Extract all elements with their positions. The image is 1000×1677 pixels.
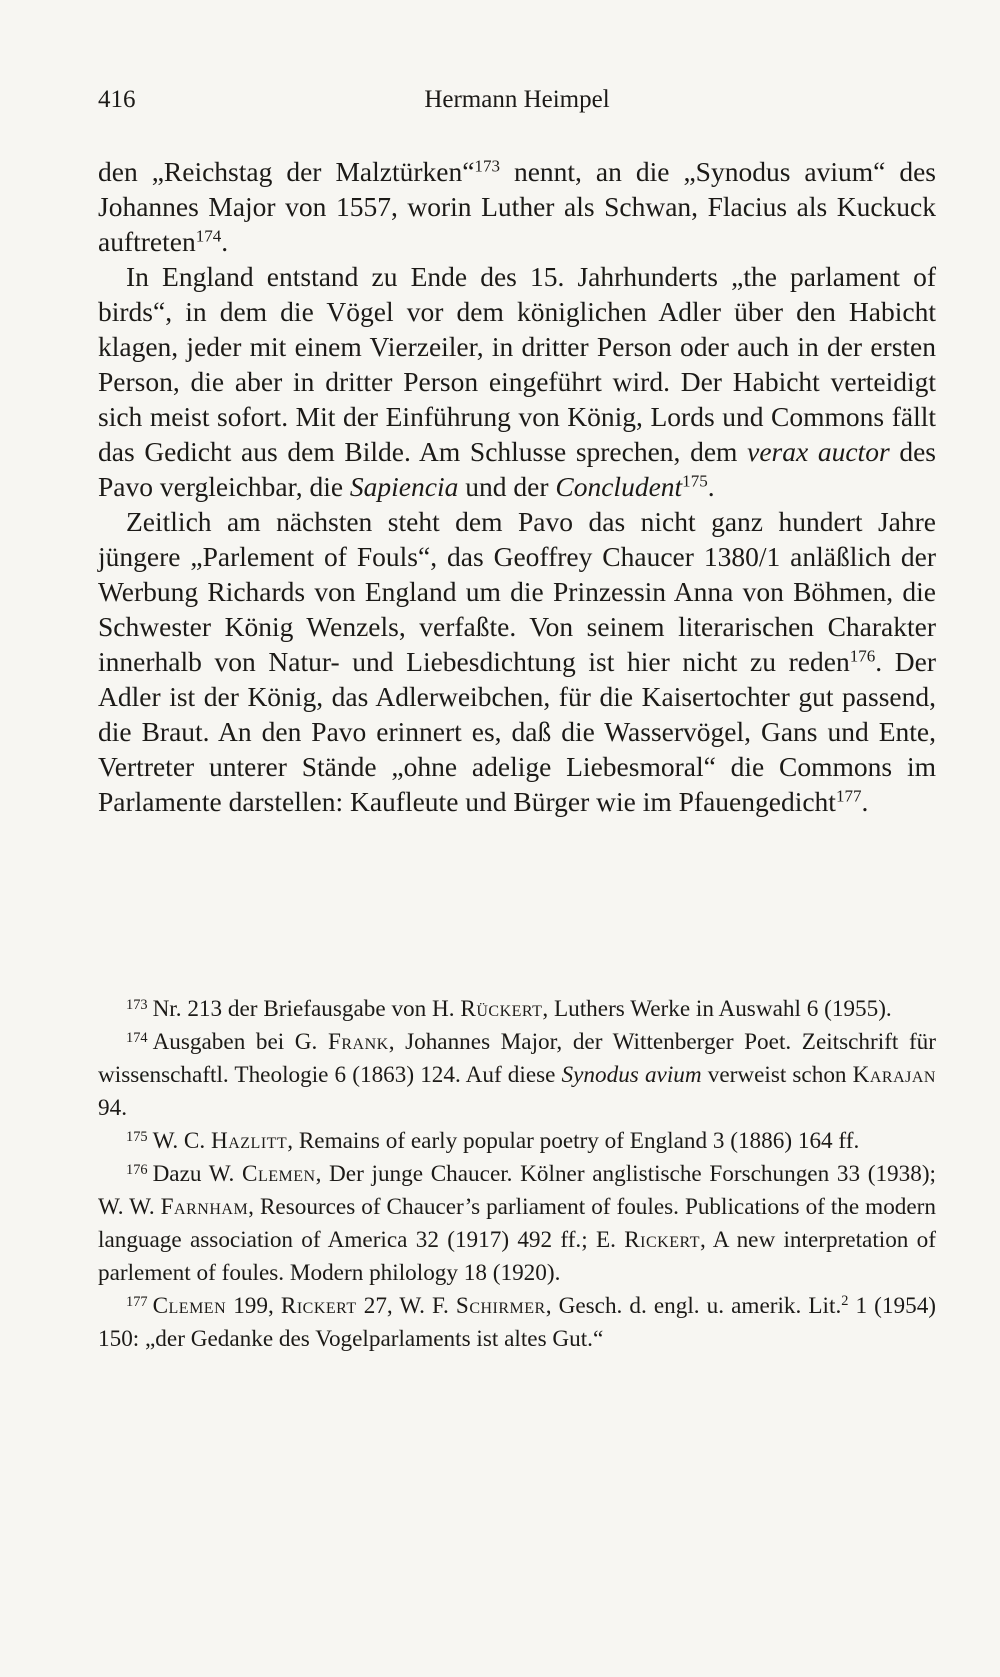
footnote-177 — [98, 1290, 936, 1356]
italic-term: Concludent — [555, 471, 683, 502]
text: des Pavo vergleichbar, die — [98, 436, 936, 502]
text: , Remains of early popular poetry of England 3 (1886) 164 ff. — [287, 1128, 860, 1154]
footnote-number: 175 — [126, 1128, 148, 1145]
footnotes — [98, 993, 936, 1356]
footnote-number: 176 — [126, 1161, 148, 1178]
italic-term: verax auctor — [747, 436, 890, 467]
text: verweist schon — [701, 1062, 853, 1088]
author-name: Farnham — [160, 1194, 249, 1220]
text: . — [861, 786, 869, 817]
author-name: Schirmer — [455, 1293, 546, 1319]
footnote-ref[interactable]: 174 — [195, 226, 222, 246]
text: 27, W. F. — [356, 1293, 456, 1319]
paragraph — [98, 154, 936, 259]
page-number: 416 — [98, 86, 136, 113]
text: , Luthers Werke in Auswahl 6 (1955). — [542, 996, 892, 1022]
author-name: Clemen — [242, 1161, 316, 1187]
text: 199, — [226, 1293, 281, 1319]
text: . — [707, 471, 715, 502]
footnote-ref[interactable]: 177 — [835, 786, 862, 806]
author-name: Rickert — [280, 1293, 357, 1319]
text: Nr. 213 der Briefausgabe von H. — [152, 996, 461, 1022]
author-name: Frank — [327, 1029, 389, 1055]
footnote-ref[interactable]: 176 — [849, 646, 876, 666]
text: 94. — [98, 1095, 127, 1121]
footnote-number: 177 — [126, 1293, 148, 1310]
text: , A new interpretation of parlement of foules. Modern philology 18 (1920). — [98, 1227, 936, 1286]
text: W. C. — [152, 1128, 211, 1154]
author-name: Karajan — [852, 1062, 936, 1088]
footnote-ref[interactable]: 175 — [682, 471, 708, 491]
text: nennt, an die „Synodus avium“ des Johannes Major von 1557, worin Luther als Schwan, Flacius als Kuckuck auftreten — [98, 156, 937, 257]
text: den „Reichstag der Malztürken“ — [98, 156, 475, 187]
text: In England entstand zu Ende des 15. Jahrhunderts „the parlament of birds“, in dem die Vögel vor dem königlichen Adler über den Habicht klagen, jeder mit einem Vierzeiler, in dritter Person oder auch in der ersten Person, die aber in dritter Person eingeführt wird. Der Habicht verteidigt sich meist sofort. Mit der Einführung von König, Lords und Commons fällt das Gedicht aus dem Bilde. Am Schlusse sprechen, dem — [98, 261, 936, 467]
text: Ausgaben bei G. — [152, 1029, 328, 1055]
footnote-175 — [98, 1125, 936, 1158]
running-title: Hermann Heimpel — [424, 86, 610, 113]
footnote-174 — [98, 1026, 936, 1125]
text: , Gesch. d. engl. u. amerik. Lit. — [545, 1293, 842, 1319]
paragraph — [98, 504, 936, 819]
author-name: Clemen — [152, 1293, 227, 1319]
footnote-176 — [98, 1158, 936, 1290]
footnote-number: 173 — [126, 996, 148, 1013]
footnote-number: 174 — [126, 1029, 148, 1046]
text: , Johannes Major, der Wittenberger Poet. Zeitschrift für wissenschaftl. Theologie 6 (1863) 124. Auf diese — [98, 1029, 936, 1088]
footnote-173 — [98, 993, 936, 1026]
italic-term: Synodus avium — [561, 1062, 702, 1088]
text: Dazu W. — [152, 1161, 242, 1187]
italic-term: Sapiencia — [349, 471, 459, 502]
text: , Resources of Chaucer’s parliament of foules. Publications of the modern language association of America 32 (1917) 492 ff.; E. — [98, 1194, 936, 1253]
running-header — [98, 86, 936, 126]
text: und der — [458, 471, 556, 502]
footnote-ref[interactable]: 173 — [474, 156, 500, 176]
edition-superscript: 2 — [841, 1293, 849, 1310]
main-text — [98, 154, 936, 819]
author-name: Rickert — [624, 1227, 700, 1253]
author-name: Rückert — [460, 996, 543, 1022]
text: . — [221, 226, 229, 257]
paragraph — [98, 259, 936, 504]
text: . Der Adler ist der König, das Adlerweibchen, für die Kaisertochter gut passend, die Braut. An den Pavo erinnert es, daß die Wasservögel, Gans und Ente, Vertreter unterer Stände „ohne adelige Liebesmoral“ die Commons im Parlamente darstellen: Kaufleute und Bürger wie im Pfauengedicht — [98, 646, 936, 817]
text: , Der junge Chaucer. Kölner anglistische Forschungen 33 (1938); W. W. — [98, 1161, 936, 1220]
text: 1 (1954) 150: „der Gedanke des Vogelparlaments ist altes Gut.“ — [98, 1293, 937, 1352]
author-name: Hazlitt — [210, 1128, 288, 1154]
text: Zeitlich am nächsten steht dem Pavo das nicht ganz hundert Jahre jüngere „Parlement of Fouls“, das Geoffrey Chaucer 1380/1 anläßlich der Werbung Richards von England um die Prinzessin Anna von Böhmen, die Schwester König Wenzels, verfaßte. Von seinem literarischen Charakter innerhalb von Natur- und Liebesdichtung ist hier nicht zu reden — [98, 506, 936, 677]
